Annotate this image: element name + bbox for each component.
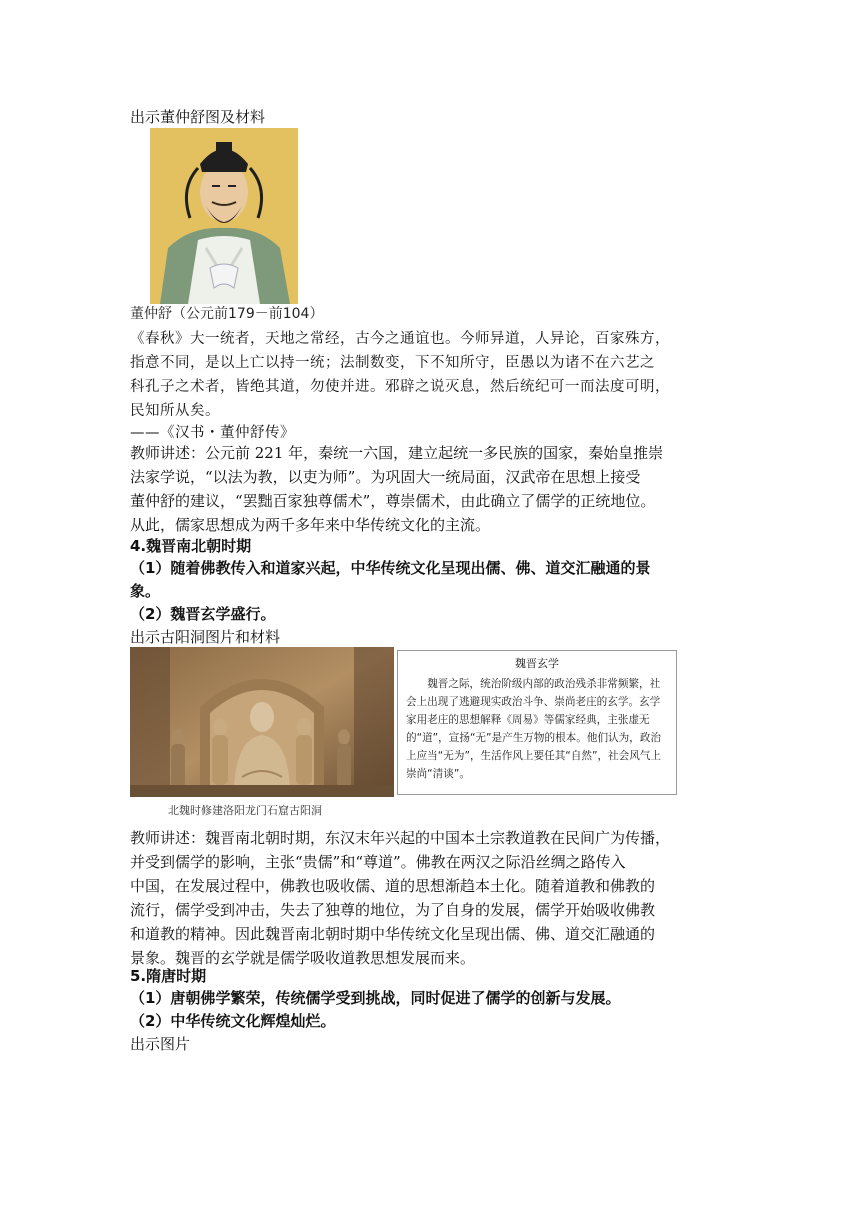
portrait-caption: 董仲舒（公元前179－前104）: [130, 306, 324, 322]
point-text: （2）中华传统文化辉煌灿烂。: [130, 1012, 336, 1030]
section-4: [130, 535, 742, 648]
narration-line: 中国，在发展过程中，佛教也吸收儒、道的思想渐趋本土化。随着道教和佛教的: [130, 877, 656, 895]
guyang-cave-photo: [130, 647, 394, 797]
narration-line: 和道教的精神。因此魏晋南北朝时期中华传统文化呈现出儒、佛、道交汇融通的: [130, 925, 656, 943]
point-text: （2）魏晋玄学盛行。: [130, 605, 276, 623]
narration-line: 流行，儒学受到冲击，失去了独尊的地位，为了自身的发展，儒学开始吸收佛教: [130, 901, 656, 919]
section-intro: [130, 105, 742, 129]
section-heading: 4.魏晋南北朝时期: [130, 537, 252, 555]
cave-caption: 北魏时修建洛阳龙门石窟古阳洞: [168, 804, 322, 817]
quote-line: 民知所从矣。: [130, 403, 220, 419]
narration-line: 教师讲述：魏晋南北朝时期，东汉末年兴起的中国本土宗教道教在民间广为传播，: [130, 829, 671, 847]
textbox-title: 魏晋玄学: [515, 657, 559, 670]
narration-line: 从此，儒家思想成为两千多年来中华传统文化的主流。: [130, 516, 491, 534]
point-text: 象。: [130, 582, 161, 600]
section-heading: 5.隋唐时期: [130, 967, 207, 985]
quote-block: [130, 327, 742, 443]
point-text: （1）唐朝佛学繁荣，传统儒学受到挑战，同时促进了儒学的创新与发展。: [130, 989, 621, 1007]
narration-line: 教师讲述：公元前 221 年，秦统一六国，建立起统一多民族的国家，秦始皇推崇: [130, 444, 664, 462]
intro-text: 出示董仲舒图及材料: [130, 108, 266, 126]
textbox-body: 魏晋之际，统治阶级内部的政治残杀非常频繁，社会上出现了逃避现实政治斗争、崇尚老庄的玄学。玄学家用老庄的思想解释《周易》等儒家经典，主张虚无的“道”，宣扬“无”是产生万物的根本。他们认为，政治上应当“无为”，生活作风上要任其“自然”，社会风气上崇尚“清谈”。: [406, 678, 662, 780]
section-intro: 出示图片: [130, 1035, 191, 1053]
quote-line: 科孔子之术者，皆绝其道，勿使并进。邪辟之说灭息，然后统纪可一而法度可明，: [130, 379, 670, 395]
point-text: （1）随着佛教传入和道家兴起，中华传统文化呈现出儒、佛、道交汇融通的景: [130, 559, 651, 577]
narration-line: 景象。魏晋的玄学就是儒学吸收道教思想发展而来。: [130, 949, 476, 967]
section-intro: 出示古阳洞图片和材料: [130, 628, 281, 646]
quote-line: 指意不同，是以上亡以持一统；法制数变，下不知所守，臣愚以为诸不在六艺之: [130, 355, 655, 371]
section-5: [130, 965, 742, 1055]
dong-zhongshu-portrait: [150, 128, 298, 304]
quote-source: ——《汉书・董仲舒传》: [130, 425, 295, 441]
narration-line: 法家学说，“以法为教，以吏为师”。为巩固大一统局面，汉武帝在思想上接受: [130, 468, 641, 486]
narration-line: 董仲舒的建议，“罢黜百家独尊儒术”，尊崇儒术，由此确立了儒学的正统地位。: [130, 492, 656, 510]
quote-line: 《春秋》大一统者，天地之常经，古今之通谊也。今师异道，人异论，百家殊方，: [130, 331, 670, 347]
narration-line: 并受到儒学的影响，主张“贵儒”和“尊道”。佛教在两汉之际沿丝绸之路传入: [130, 853, 626, 871]
xuanxue-textbox: [397, 650, 677, 795]
teacher-narration-2: [130, 826, 742, 970]
teacher-narration-1: [130, 441, 742, 537]
